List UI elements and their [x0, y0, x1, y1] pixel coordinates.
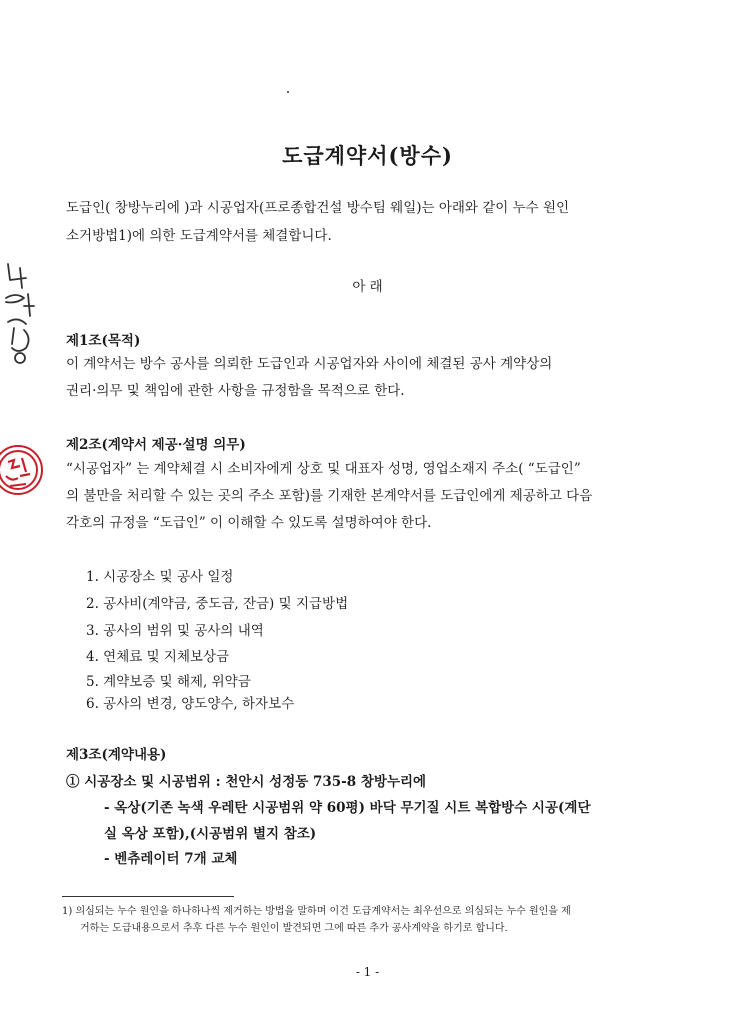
below-heading: 아 래: [352, 279, 383, 295]
article-3-clause-1: ① 시공장소 및 시공범위 : 천안시 성정동 735-8 창방누리에: [66, 774, 427, 790]
article-3-heading: 제3조(계약내용): [66, 747, 167, 763]
article-3-sub-line-1: - 옥상(기존 녹색 우레탄 시공범위 약 60평) 바닥 무기질 시트 복합방수 시공(계단: [104, 800, 591, 816]
article-2-item-6: 6. 공사의 변경, 양도양수, 하자보수: [86, 696, 295, 712]
article-2-heading: 제2조(계약서 제공·설명 의무): [66, 437, 246, 453]
article-2-line-3: 각호의 규정을 “도급인” 이 이해할 수 있도록 설명하여야 한다.: [66, 515, 432, 531]
article-2-item-4: 4. 연체료 및 지체보상금: [86, 649, 230, 665]
footnote-line-2: 거하는 도급내용으로서 추후 다른 누수 원인이 발견되면 그에 따른 추가 공사계약을 하기로 합니다.: [80, 923, 508, 934]
handwritten-margin-note-icon: [2, 258, 38, 368]
article-1-heading: 제1조(목적): [66, 333, 141, 349]
article-2-item-5: 5. 계약보증 및 해제, 위약금: [86, 674, 251, 690]
footnote-line-1: 1) 의심되는 누수 원인을 하나하나씩 제거하는 방법을 말하며 이건 도급계약서는 최우선으로 의심되는 누수 원인을 제: [62, 906, 571, 917]
document-title: 도급계약서(방수): [282, 143, 453, 168]
article-2-line-1: “시공업자” 는 계약체결 시 소비자에게 상호 및 대표자 성명, 영업소재지 주소( “도급인”: [66, 461, 581, 477]
article-2-item-1: 1. 시공장소 및 공사 일정: [86, 569, 234, 585]
intro-line-2: 소거방법1)에 의한 도급계약서를 체결합니다.: [66, 228, 332, 244]
article-1-line-2: 권리·의무 및 책임에 관한 사항을 규정함을 목적으로 한다.: [66, 383, 405, 399]
intro-line-1: 도급인( 창방누리에 )과 시공업자(프로종합건설 방수팀 웨일)는 아래와 같이 누수 원인: [66, 200, 570, 216]
scan-dot: [287, 91, 289, 93]
article-1-line-1: 이 계약서는 방수 공사를 의뢰한 도급인과 시공업자와 사이에 체결된 공사 계약상의: [66, 356, 553, 372]
article-3-sub-line-3: - 벤츄레이터 7개 교체: [104, 851, 238, 867]
article-2-item-2: 2. 공사비(계약금, 중도금, 잔금) 및 지급방법: [86, 596, 349, 612]
footnote-divider: [62, 896, 234, 897]
article-2-line-2: 의 불만을 처리할 수 있는 곳의 주소 포함)를 기재한 본계약서를 도급인에게 제공하고 다음: [66, 488, 593, 504]
article-3-sub-line-2: 실 옥상 포함),(시공범위 별지 참조): [104, 826, 317, 842]
article-2-item-3: 3. 공사의 범위 및 공사의 내역: [86, 623, 264, 639]
page-number: - 1 -: [355, 965, 380, 979]
red-seal-stamp-icon: [0, 432, 46, 508]
